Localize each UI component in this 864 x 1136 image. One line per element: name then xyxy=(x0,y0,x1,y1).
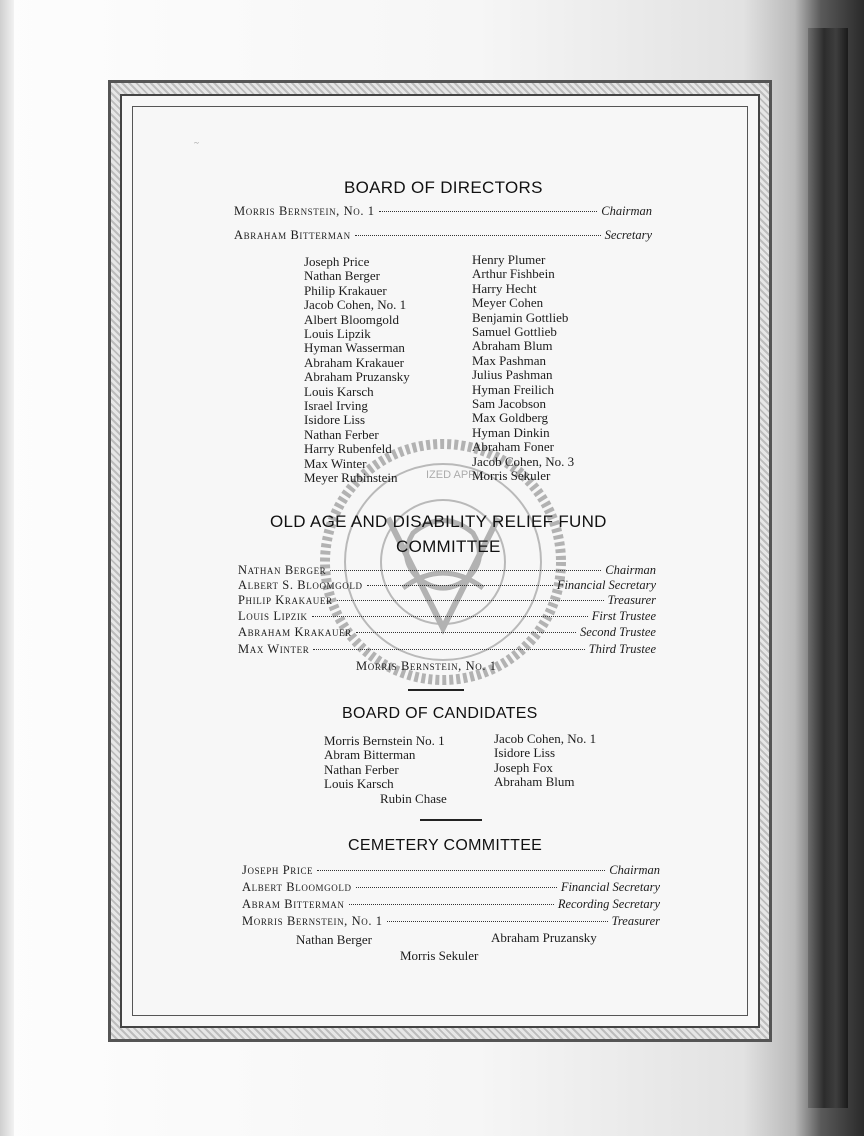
seal-text: IZED APRIL xyxy=(426,469,486,481)
directors-officer-chairman xyxy=(234,204,652,219)
list-item: Jacob Cohen, No. 3 xyxy=(472,453,575,469)
scan-speck: ~ xyxy=(194,138,199,148)
list-item: Henry Plumer xyxy=(472,252,546,267)
relief-officer-row xyxy=(238,609,656,624)
dot-leader xyxy=(355,235,601,236)
book-spine xyxy=(808,28,848,1108)
board-of-directors-heading: BOARD OF DIRECTORS xyxy=(344,178,543,197)
cemetery-officer-row xyxy=(242,863,660,878)
cemetery-member-left: Nathan Berger xyxy=(296,932,372,947)
officer-role: First Trustee xyxy=(591,609,656,623)
officer-name: Abraham Krakauer xyxy=(238,625,352,639)
relief-officer-row xyxy=(238,625,656,640)
officer-role: Chairman xyxy=(609,863,660,877)
list-item: Hyman Wasserman xyxy=(304,340,405,356)
relief-officer-row xyxy=(238,578,656,593)
dot-leader xyxy=(356,632,576,633)
dot-leader xyxy=(367,585,553,586)
officer-role: Second Trustee xyxy=(579,625,656,639)
board-of-candidates-heading: BOARD OF CANDIDATES xyxy=(342,705,538,722)
cemetery-member-center: Morris Sekuler xyxy=(400,948,479,963)
cemetery-officer-row xyxy=(242,880,660,895)
dot-leader xyxy=(349,904,554,905)
list-item: Nathan Berger xyxy=(304,268,380,284)
officer-name: Nathan Berger xyxy=(238,563,327,577)
dot-leader xyxy=(387,921,608,922)
officer-name: Abraham Bitterman xyxy=(234,228,351,242)
officer-role: Treasurer xyxy=(611,914,660,928)
list-item: Abraham Pruzansky xyxy=(304,369,410,385)
list-item: Morris Sekuler xyxy=(472,468,551,484)
cemetery-officer-row xyxy=(242,897,660,912)
officer-name: Abram Bitterman xyxy=(242,897,345,911)
officer-role: Secretary xyxy=(604,228,652,242)
list-item: Abraham Foner xyxy=(472,439,554,455)
list-item: Philip Krakauer xyxy=(304,282,387,298)
cemetery-member-right: Abraham Pruzansky xyxy=(491,930,597,945)
list-item: Arthur Fishbein xyxy=(472,266,555,282)
relief-officer-row xyxy=(238,563,656,578)
officer-name: Albert Bloomgold xyxy=(242,880,352,894)
list-item: Joseph Price xyxy=(304,254,370,269)
list-item: Meyer Cohen xyxy=(472,295,544,311)
list-item: Isidore Liss xyxy=(304,412,366,428)
list-item: Abraham Blum xyxy=(494,774,575,790)
officer-role: Financial Secretary xyxy=(556,578,656,592)
candidates-left xyxy=(324,734,445,792)
dot-leader xyxy=(379,211,598,212)
relief-extra-member: Morris Bernstein, No. 1 xyxy=(356,659,497,673)
officer-name: Joseph Price xyxy=(242,863,314,877)
list-item: Meyer Rubinstein xyxy=(304,470,398,486)
list-item: Louis Karsch xyxy=(324,776,394,792)
list-item: Nathan Ferber xyxy=(304,426,379,442)
cemetery-committee-heading: CEMETERY COMMITTEE xyxy=(348,837,543,854)
officer-role: Chairman xyxy=(601,204,652,218)
list-item: Max Winter xyxy=(304,455,367,471)
officer-role: Recording Secretary xyxy=(557,897,660,911)
relief-officer-row xyxy=(238,593,656,608)
list-item: Morris Bernstein No. 1 xyxy=(324,733,445,748)
list-item: Joseph Fox xyxy=(494,759,553,775)
list-item: Max Pashman xyxy=(472,352,547,368)
directors-members-left xyxy=(304,255,410,486)
dot-leader xyxy=(313,649,584,650)
officer-name: Albert S. Bloomgold xyxy=(238,578,363,592)
page-edge xyxy=(0,0,14,1136)
list-item: Harry Rubenfeld xyxy=(304,441,392,457)
list-item: Samuel Gottlieb xyxy=(472,324,557,340)
list-item: Hyman Dinkin xyxy=(472,424,550,440)
list-item: Jacob Cohen, No. 1 xyxy=(304,297,407,313)
relief-fund-heading-line1: OLD AGE AND DISABILITY RELIEF FUND xyxy=(270,512,607,531)
directors-officer-secretary xyxy=(234,228,652,243)
list-item: Max Goldberg xyxy=(472,410,548,426)
dot-leader xyxy=(317,870,605,871)
officer-role: Chairman xyxy=(605,563,656,577)
list-item: Jacob Cohen, No. 1 xyxy=(494,731,597,746)
candidates-right xyxy=(494,732,596,790)
list-item: Abram Bitterman xyxy=(324,747,416,763)
officer-name: Morris Bernstein, No. 1 xyxy=(234,204,375,218)
list-item: Hyman Freilich xyxy=(472,381,554,397)
section-divider xyxy=(420,819,482,821)
relief-officer-row xyxy=(238,642,656,657)
officer-role: Treasurer xyxy=(607,593,656,607)
list-item: Sam Jacobson xyxy=(472,396,547,412)
list-item: Nathan Ferber xyxy=(324,761,399,777)
officer-role: Financial Secretary xyxy=(560,880,660,894)
dot-leader xyxy=(330,570,601,571)
section-divider xyxy=(408,689,464,691)
list-item: Julius Pashman xyxy=(472,367,553,383)
candidates-center-member: Rubin Chase xyxy=(380,791,447,806)
list-item: Benjamin Gottlieb xyxy=(472,309,569,325)
directors-members-right xyxy=(472,253,574,484)
officer-name: Morris Bernstein, No. 1 xyxy=(242,914,383,928)
dot-leader xyxy=(356,887,557,888)
relief-fund-heading-line2: COMMITTEE xyxy=(396,537,501,556)
list-item: Albert Bloomgold xyxy=(304,311,399,327)
list-item: Abraham Krakauer xyxy=(304,354,404,370)
list-item: Harry Hecht xyxy=(472,280,537,296)
officer-role: Third Trustee xyxy=(588,642,656,656)
list-item: Louis Lipzik xyxy=(304,326,371,342)
list-item: Abraham Blum xyxy=(472,338,553,354)
officer-name: Philip Krakauer xyxy=(238,593,333,607)
officer-name: Louis Lipzik xyxy=(238,609,308,623)
list-item: Isidore Liss xyxy=(494,745,556,761)
cemetery-officer-row xyxy=(242,914,660,929)
list-item: Louis Karsch xyxy=(304,383,374,399)
dot-leader xyxy=(312,616,588,617)
officer-name: Max Winter xyxy=(238,642,310,656)
dot-leader xyxy=(337,600,604,601)
list-item: Israel Irving xyxy=(304,398,368,414)
